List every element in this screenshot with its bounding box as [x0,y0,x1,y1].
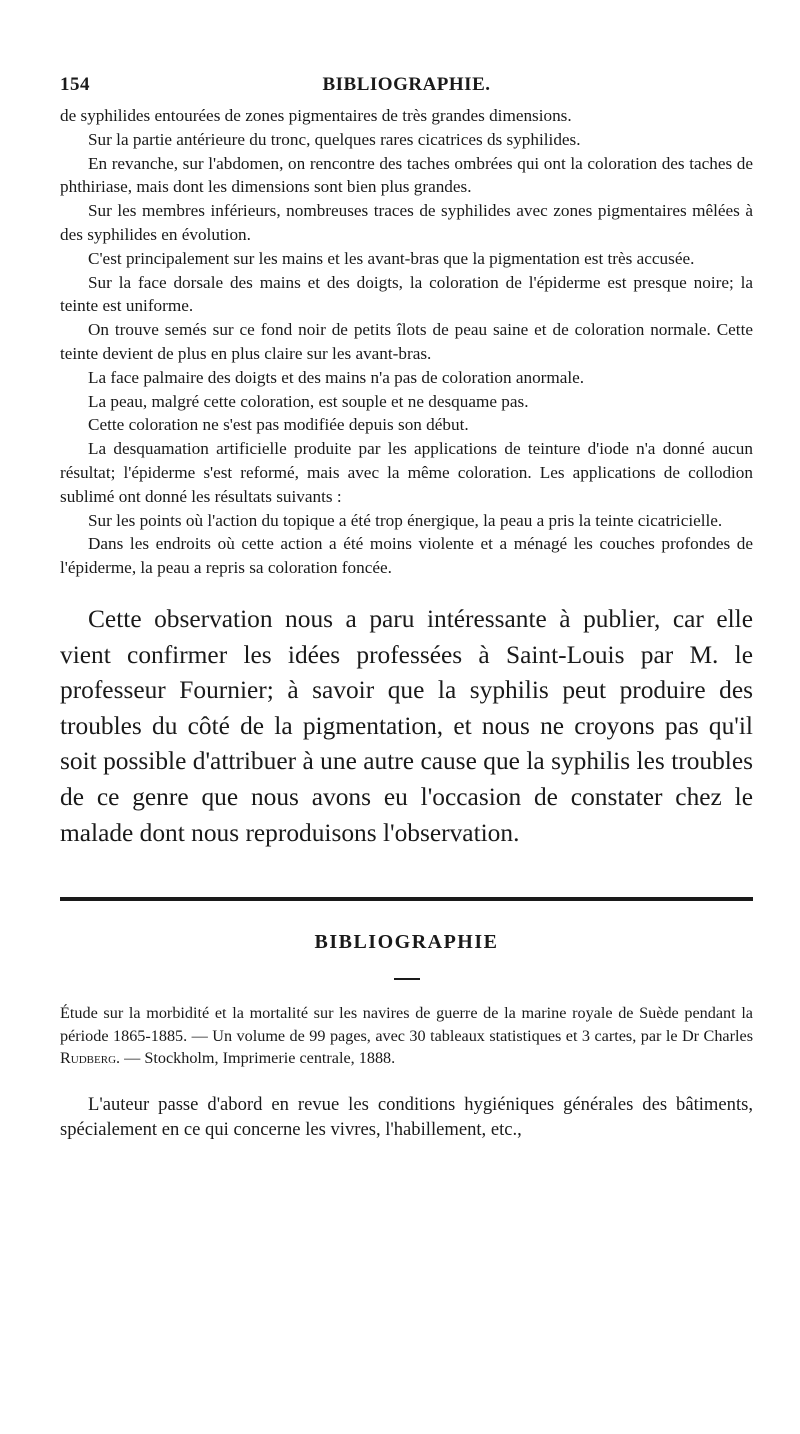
bibliography-reference [60,1002,753,1070]
observation-paragraph: On trouve semés sur ce fond noir de petits îlots de peau saine et de coloration normale. Cette teinte devient de plus en plus claire sur les avant-bras. [60,320,753,363]
bibliography-heading: BIBLIOGRAPHIE [314,931,499,954]
observation-paragraph: En revanche, sur l'abdomen, on rencontre des taches ombrées qui ont la coloration des taches de phthiriase, mais dont les dimensions sont bien plus grandes. [60,153,753,197]
observation-paragraph: Sur la partie antérieure du tronc, quelques rares cicatrices ds syphilides. [88,129,581,149]
observation-paragraph: Sur la face dorsale des mains et des doigts, la coloration de l'épiderme est presque noire; la teinte est uniforme. [60,272,753,316]
reference-author: Rudberg [60,1049,117,1068]
section-divider [60,897,753,901]
observation-paragraph: Cette coloration ne s'est pas modifiée depuis son début. [88,415,469,435]
observation-paragraph: La face palmaire des doigts et des mains n'a pas de coloration anormale. [88,367,585,387]
page-header [60,70,753,104]
reference-text: Étude sur la morbidité et la mortalité sur les navires de guerre de la marine royale de Suède pendant la période 1865-1885. — Un volume de 99 pages, avec 30 tableaux statistiques et 3 cartes, par le Dr Charles [60,1004,753,1045]
observation-paragraph: La desquamation artificielle produite par les applications de teinture d'iode n'a donné aucun résultat; l'épiderme s'est reformé, mais avec la même coloration. Les applications de collodion sublimé ont donné les résultats suivants : [60,439,753,506]
heading-dash [394,978,420,980]
page-number: 154 [60,74,90,95]
running-title: BIBLIOGRAPHIE. [322,74,491,95]
observation-paragraph: C'est principalement sur les mains et les avant-bras que la pigmentation est très accusée. [88,248,695,268]
observation-text [60,104,753,580]
conclusion-section [60,602,753,851]
observation-paragraph: Sur les membres inférieurs, nombreuses traces de syphilides avec zones pigmentaires mêlées à des syphilides en évolution. [60,201,753,244]
observation-paragraph: La peau, malgré cette coloration, est souple et ne desquame pas. [88,391,529,411]
observation-paragraph: Dans les endroits où cette action a été moins violente et a ménagé les couches profondes de l'épiderme, la peau a repris sa coloration foncée. [60,534,753,578]
page-body [60,70,753,1161]
reference-publisher: . — Stockholm, Imprimerie centrale, 1888. [116,1049,396,1068]
observation-paragraph: Sur les points où l'action du topique a été trop énergique, la peau a pris la teinte cicatricielle. [88,510,723,530]
conclusion-paragraph: Cette observation nous a paru intéressante à publier, car elle vient confirmer les idées professées à Saint-Louis par M. le professeur Fournier; à savoir que la syphilis peut produire des troubles du côté de la pigmentation, et nous ne croyons pas qu'il soit possible d'attribuer à une autre cause que la syphilis les troubles de ce genre que nous avons eu l'occasion de constater chez le malade dont nous reproduisons l'observation. [60,604,753,847]
review-paragraph: L'auteur passe d'abord en revue les conditions hygiéniques générales des bâtiments, spécialement en ce qui concerne les vivres, l'habillement, etc., [60,1093,753,1141]
observation-paragraph: de syphilides entourées de zones pigmentaires de très grandes dimensions. [60,106,572,125]
